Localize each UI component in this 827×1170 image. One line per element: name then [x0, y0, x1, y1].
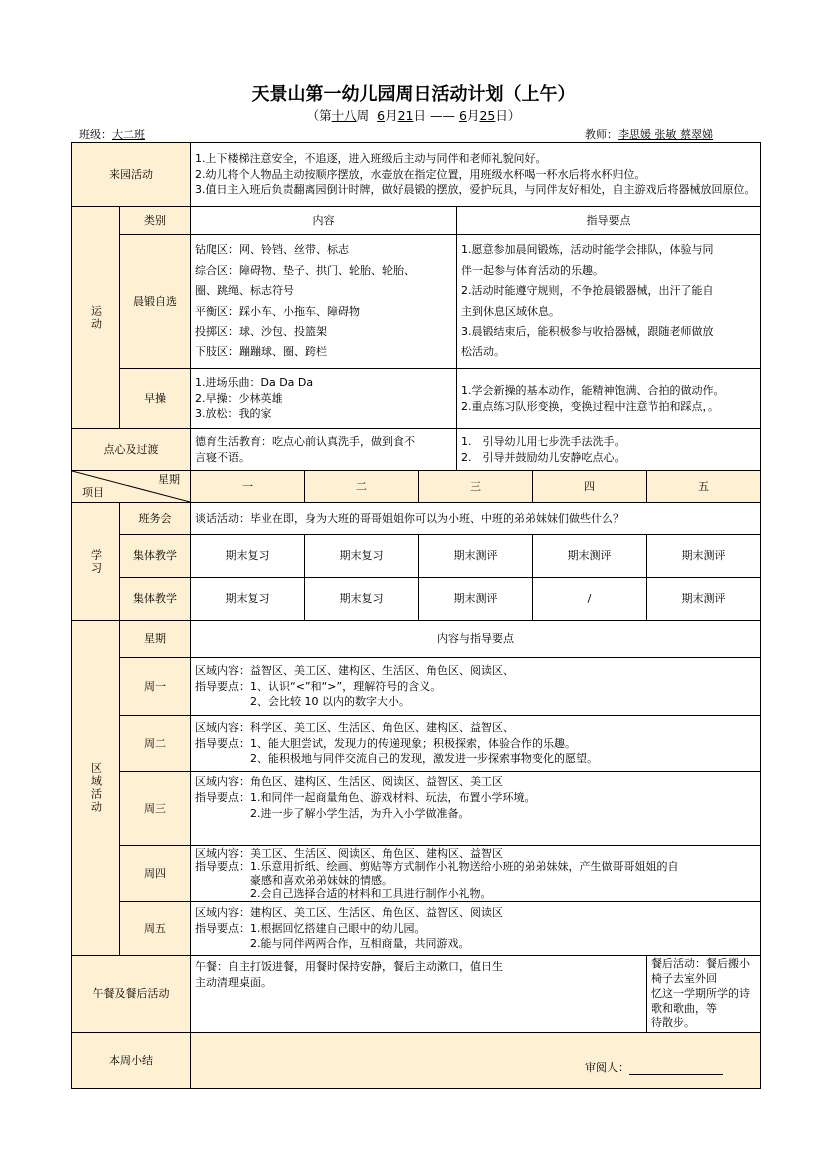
drill-content-line: 2.早操：少林英雄 — [195, 391, 283, 405]
exercise-content-line: 综合区：障碍物、垫子、拱门、轮胎、轮胎、 — [195, 263, 415, 277]
sport-guide-header: 指导要点 — [457, 207, 761, 235]
exercise-content-line: 钻爬区：网、铃铛、丝带、标志 — [195, 243, 349, 257]
group2-mon: 期末复习 — [191, 578, 305, 621]
exercise-guide-line: 伴一起参与体育活动的乐趣。 — [461, 263, 604, 277]
study-label-text: 学习 — [89, 548, 103, 575]
area-day-thu: 周四 — [120, 846, 191, 902]
day-header-thu: 四 — [533, 471, 647, 503]
group1-wed: 期末测评 — [419, 535, 533, 578]
start-day-word: 日 — [413, 108, 427, 123]
teacher-info — [585, 126, 713, 142]
sport-type-header: 类别 — [120, 207, 191, 235]
area-line: 指导要点：1.根据回忆搭建自己眼中的幼儿园。 — [195, 921, 426, 935]
area-day-wed: 周三 — [120, 772, 191, 846]
area-day-mon: 周一 — [120, 658, 191, 716]
day-header-fri: 五 — [647, 471, 761, 503]
class-value: 大二班 — [112, 128, 145, 141]
group1-thu: 期末测评 — [533, 535, 647, 578]
area-label-text: 区域活动 — [89, 762, 103, 814]
teacher-label: 教师： — [585, 128, 618, 141]
after-lunch-content — [647, 956, 761, 1033]
area-line: 2.会自己选择合适的材料和工具进行制作小礼物。 — [195, 886, 492, 900]
drill-guide-line: 1.学会新操的基本动作，能精神饱满、合拍的做动作。 — [461, 383, 725, 397]
lunch-line: 主动清理桌面。 — [195, 975, 272, 989]
end-day: 25 — [479, 108, 496, 123]
drill-guide-line: 2.重点练习队形变换，变换过程中注意节拍和踩点，。 — [461, 399, 719, 413]
snack-content-line: 言寝不语。 — [195, 450, 250, 464]
exercise-content-line: 下肢区：蹦蹦球、圈、跨栏 — [195, 345, 327, 359]
summary-label: 本周小结 — [72, 1033, 191, 1089]
group2-tue: 期末复习 — [305, 578, 419, 621]
arrival-content — [191, 143, 761, 207]
after-lunch-line: 餐后活动：餐后搬小椅子去室外回 — [651, 957, 750, 985]
weekday-item-header — [72, 471, 191, 503]
morning-exercise-guide — [457, 235, 761, 369]
class-info — [79, 126, 145, 142]
arrival-label: 来园活动 — [72, 143, 191, 207]
after-lunch-line: 待散步。 — [651, 1016, 695, 1030]
area-line: 指导要点：1、能大胆尝试，发现力的传递现象；积极探索，体验合作的乐趣。 — [195, 736, 576, 750]
week-prefix: （第 — [306, 108, 332, 123]
group2-thu: / — [533, 578, 647, 621]
weekday-label: 星期 — [158, 473, 180, 486]
end-day-word: 日） — [495, 108, 521, 123]
snack-content — [191, 429, 457, 471]
class-meeting-text: 谈话活动：毕业在即，身为大班的哥哥姐姐你可以为小班、中班的弟弟妹妹们做些什么？ — [191, 503, 761, 535]
end-month-word: 月 — [466, 108, 480, 123]
area-line: 2、能积极地与同伴交流自己的发现，激发进一步探索事物变化的愿望。 — [195, 752, 598, 766]
snack-guide-line: 1. 引导幼儿用七步洗手法洗手。 — [461, 434, 626, 448]
snack-guide-line: 2. 引导并鼓励幼儿安静吃点心。 — [461, 450, 626, 464]
area-content-wed — [191, 772, 761, 846]
class-meeting-label: 班务会 — [120, 503, 191, 535]
week-number: 十八 — [331, 108, 357, 123]
week-range — [0, 106, 827, 124]
area-day-header: 星期 — [120, 621, 191, 658]
page-title: 天景山第一幼儿园周日活动计划（上午） — [251, 84, 576, 105]
study-label — [72, 503, 120, 621]
day-header-mon: 一 — [191, 471, 305, 503]
area-line: 区域内容：角色区、建构区、生活区、阅读区、益智区、美工区 — [195, 775, 503, 788]
lunch-content — [191, 956, 647, 1033]
reviewer-signature-line[interactable] — [629, 1063, 723, 1075]
area-line: 2.进一步了解小学生活，为升入小学做准备。 — [195, 806, 470, 820]
area-line: 指导要点：1、认识“<”和“>”，理解符号的含义。 — [195, 679, 442, 693]
area-content-tue — [191, 716, 761, 772]
group2-wed: 期末测评 — [419, 578, 533, 621]
arrival-line-2: 2.幼儿将个人物品主动按顺序摆放，水壶放在指定位置，用班级水杯喝一杯水后将水杯归位。 — [195, 167, 646, 181]
group1-fri: 期末测评 — [647, 535, 761, 578]
area-day-tue: 周二 — [120, 716, 191, 772]
exercise-guide-line: 1.愿意参加晨间锻炼，活动时能学会排队，体验与同 — [461, 243, 714, 257]
exercise-guide-line: 主到休息区域休息。 — [461, 304, 560, 318]
drill-content-line: 1.进场乐曲：Da Da Da — [195, 375, 314, 389]
week-word: 周 — [356, 108, 370, 123]
area-day-fri: 周五 — [120, 902, 191, 956]
area-content-thu — [191, 846, 761, 902]
area-line: 豪感和喜欢弟弟妹妹的情感。 — [195, 873, 393, 887]
area-line: 区域内容：美工区、生活区、阅读区、角色区、建构区、益智区 — [195, 847, 503, 861]
morning-exercise-label: 晨锻自选 — [120, 235, 191, 369]
drill-content-line: 3.放松：我的家 — [195, 407, 272, 421]
exercise-content-line: 平衡区：踩小车、小拖车、障碍物 — [195, 304, 360, 318]
start-day: 21 — [397, 108, 414, 123]
exercise-guide-line: 3.晨锻结束后，能积极参与收拾器械，跟随老师做放 — [461, 324, 714, 338]
area-label — [72, 621, 120, 956]
reviewer-label: 审阅人： — [585, 1061, 629, 1074]
area-content-mon — [191, 658, 761, 716]
area-line: 区域内容：建构区、美工区、生活区、角色区、益智区、阅读区 — [195, 905, 503, 919]
area-line: 2、会比较 10 以内的数字大小。 — [195, 695, 410, 709]
activity-plan-table — [71, 142, 761, 1089]
range-separator: —— — [430, 108, 455, 123]
morning-drill-guide — [457, 369, 761, 429]
exercise-guide-line: 2.活动时能遵守规则，不争抢晨锻器械，出汗了能自 — [461, 284, 714, 298]
group2-fri: 期末测评 — [647, 578, 761, 621]
area-content-header: 内容与指导要点 — [191, 621, 761, 658]
start-month-word: 月 — [385, 108, 398, 123]
area-line: 区域内容：科学区、美工区、生活区、角色区、建构区、益智区、 — [195, 720, 514, 734]
day-header-tue: 二 — [305, 471, 419, 503]
lunch-label: 午餐及餐后活动 — [72, 956, 191, 1033]
arrival-line-1: 1.上下楼梯注意安全，不追逐，进入班级后主动与同伴和老师礼貌问好。 — [195, 151, 547, 165]
morning-drill-content — [191, 369, 457, 429]
teacher-value: 李思媛 张敏 蔡翠娣 — [618, 128, 713, 141]
end-month: 6 — [458, 108, 467, 123]
morning-exercise-content — [191, 235, 457, 369]
group-teaching-label: 集体教学 — [120, 578, 191, 621]
snack-guide — [457, 429, 761, 471]
sport-label-text: 运动 — [89, 304, 103, 331]
group1-tue: 期末复习 — [305, 535, 419, 578]
day-header-wed: 三 — [419, 471, 533, 503]
group-teaching-label: 集体教学 — [120, 535, 191, 578]
area-content-fri — [191, 902, 761, 956]
sport-content-header: 内容 — [191, 207, 457, 235]
snack-label: 点心及过渡 — [72, 429, 191, 471]
area-line: 2.能与同伴两两合作，互相商量，共同游戏。 — [195, 937, 470, 951]
reviewer-field — [585, 1059, 723, 1075]
snack-content-line: 德育生活教育：吃点心前认真洗手，做到食不 — [195, 434, 415, 448]
exercise-guide-line: 松活动。 — [461, 345, 505, 359]
exercise-content-line: 投掷区：球、沙包、投篮架 — [195, 324, 327, 338]
item-label: 项目 — [82, 486, 104, 500]
lunch-line: 午餐：自主打饭进餐，用餐时保持安静，餐后主动漱口，值日生 — [195, 960, 503, 973]
group1-mon: 期末复习 — [191, 535, 305, 578]
arrival-line-3: 3.值日主入班后负责翻离园倒计时牌，做好晨锻的摆放，爱护玩具，与同伴友好相处，自主游戏后将器械放回原位。 — [195, 183, 756, 197]
after-lunch-line: 忆这一学期所学的诗歌和歌曲，等 — [651, 986, 750, 1015]
area-line: 指导要点：1.和同伴一起商量角色、游戏材料、玩法，布置小学环境。 — [195, 790, 536, 804]
start-month: 6 — [377, 108, 386, 123]
exercise-content-line: 圈、跳绳、标志符号 — [195, 284, 294, 298]
area-line: 区域内容：益智区、美工区、建构区、生活区、角色区、阅读区、 — [195, 663, 514, 677]
class-label: 班级： — [79, 128, 112, 141]
area-line: 指导要点：1.乐意用折纸、绘画、剪贴等方式制作小礼物送给小班的弟弟妹妹，产生做哥哥姐姐的自 — [195, 860, 679, 874]
sport-label — [72, 207, 120, 429]
morning-drill-label: 早操 — [120, 369, 191, 429]
